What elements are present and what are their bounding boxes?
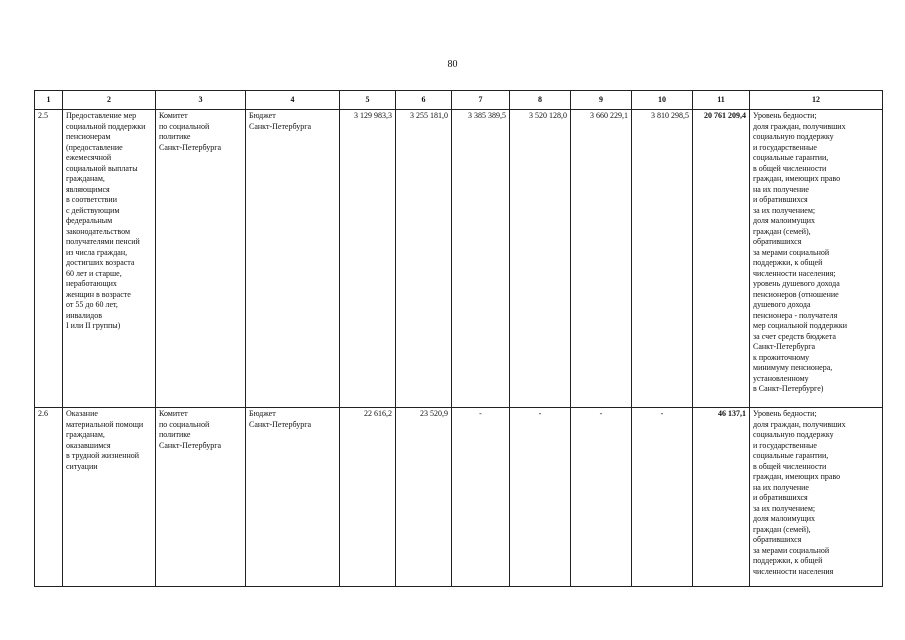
value-col-10: - bbox=[632, 408, 693, 587]
value-col-6: 3 255 181,0 bbox=[396, 110, 452, 408]
value-col-7: - bbox=[452, 408, 510, 587]
value-col-5: 3 129 983,3 bbox=[340, 110, 396, 408]
executor: Комитет по социальной политике Санкт-Петербурга bbox=[156, 110, 246, 408]
value-col-8: 3 520 128,0 bbox=[510, 110, 571, 408]
header-cell-8: 8 bbox=[510, 91, 571, 110]
value-col-9: - bbox=[571, 408, 632, 587]
header-cell-2: 2 bbox=[63, 91, 156, 110]
header-cell-3: 3 bbox=[156, 91, 246, 110]
value-col-9: 3 660 229,1 bbox=[571, 110, 632, 408]
table-row bbox=[35, 408, 883, 587]
row-number: 2.5 bbox=[35, 110, 63, 408]
table-row bbox=[35, 110, 883, 408]
total-value: 20 761 209,4 bbox=[693, 110, 750, 408]
header-cell-6: 6 bbox=[396, 91, 452, 110]
executor: Комитет по социальной политике Санкт-Петербурга bbox=[156, 408, 246, 587]
measure-name: Предоставление мер социальной поддержки пенсионерам (предоставление ежемесячной социальной выплаты гражданам, являющимся в соответствии с действующим федеральным законодательством получателями пенсий из числа граждан, достигших возраста 60 лет и старше, неработающих женщин в возрасте от 55 до 60 лет, инвалидов I или II группы) bbox=[63, 110, 156, 408]
indicators: Уровень бедности; доля граждан, получивших социальную поддержку и государственные социальные гарантии, в общей численности граждан, имеющих право на их получение и обратившихся за их получением; доля малоимущих граждан (семей), обратившихся за мерами социальной поддержки, к общей численности населения bbox=[750, 408, 883, 587]
measure-name: Оказание материальной помощи гражданам, оказавшимся в трудной жизненной ситуации bbox=[63, 408, 156, 587]
row-number: 2.6 bbox=[35, 408, 63, 587]
page-number: 80 bbox=[447, 59, 458, 70]
header-cell-9: 9 bbox=[571, 91, 632, 110]
funding-source: Бюджет Санкт-Петербурга bbox=[246, 408, 340, 587]
value-col-5: 22 616,2 bbox=[340, 408, 396, 587]
header-cell-4: 4 bbox=[246, 91, 340, 110]
indicators: Уровень бедности; доля граждан, получивших социальную поддержку и государственные социальные гарантии, в общей численности граждан, имеющих право на их получение и обратившихся за их получением; доля малоимущих граждан (семей), обратившихся за мерами социальной поддержки, к общей численности населения; уровень душевого дохода пенсионеров (отношение душевого дохода пенсионера - получателя мер социальной поддержки за счет средств бюджета Санкт-Петербурга к прожиточному минимуму пенсионера, установленному в Санкт-Петербурге) bbox=[750, 110, 883, 408]
header-cell-11: 11 bbox=[693, 91, 750, 110]
header-cell-7: 7 bbox=[452, 91, 510, 110]
header-cell-5: 5 bbox=[340, 91, 396, 110]
header-cell-1: 1 bbox=[35, 91, 63, 110]
header-cell-12: 12 bbox=[750, 91, 883, 110]
value-col-8: - bbox=[510, 408, 571, 587]
program-table bbox=[34, 90, 883, 587]
funding-source: Бюджет Санкт-Петербурга bbox=[246, 110, 340, 408]
value-col-10: 3 810 298,5 bbox=[632, 110, 693, 408]
header-cell-10: 10 bbox=[632, 91, 693, 110]
total-value: 46 137,1 bbox=[693, 408, 750, 587]
header-row bbox=[35, 91, 883, 110]
value-col-7: 3 385 389,5 bbox=[452, 110, 510, 408]
value-col-6: 23 520,9 bbox=[396, 408, 452, 587]
